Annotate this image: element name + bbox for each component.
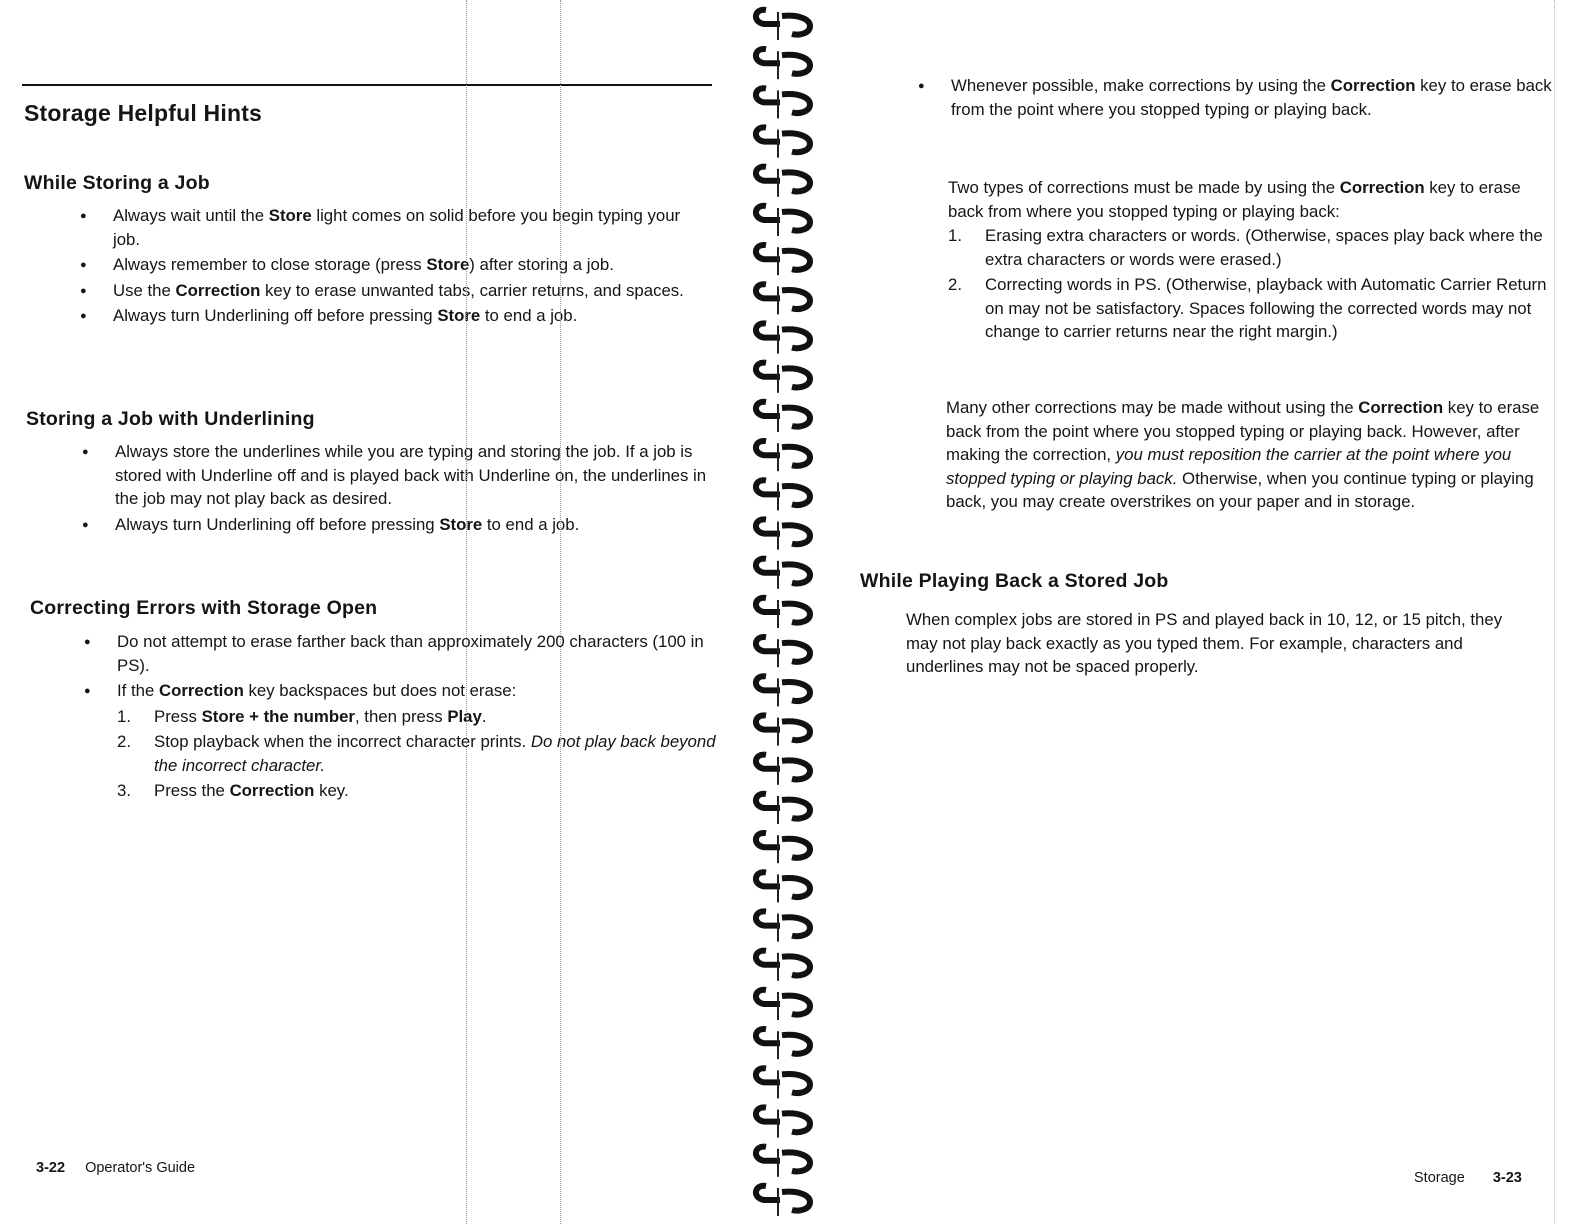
right-page [838, 0, 1578, 1224]
spiral-coils [740, 0, 830, 1224]
coil-loop [756, 1029, 810, 1059]
coil-loop [756, 755, 810, 785]
step-number: 2. [948, 275, 962, 294]
list-item: ● Always store the underlines while you are typing and storing the job. If a job is stored with Underline off and is played back with Underline on, the underlines in the job may not play back as desired. [82, 440, 710, 511]
page-number: 3-22 [36, 1160, 66, 1176]
list-item: ● Do not attempt to erase farther back than approximately 200 characters (100 in PS). [84, 630, 716, 677]
step-number: 3. [117, 781, 131, 800]
step-text: Correcting words in PS. (Otherwise, playback with Automatic Carrier Return on may not be satisfactory. Spaces following the corrected words may not change to carrier returns near the right margin.) [985, 275, 1547, 341]
left-page [0, 0, 730, 1224]
coil-loop [756, 794, 810, 824]
coil-loop [756, 10, 810, 40]
corrections-numbered-list [948, 224, 1562, 346]
step-number: 2. [117, 732, 131, 751]
coil-loop [756, 88, 810, 118]
coil-loop [756, 519, 810, 549]
corrections-paragraph: Two types of corrections must be made by using the Correction key to erase back from where you stopped typing or playing back: [948, 178, 1521, 221]
coil-loop [756, 951, 810, 981]
coil-loop [756, 206, 810, 236]
step-item [948, 273, 1562, 344]
step-text: Press Store + the number, then press Play. [154, 706, 487, 726]
page-title: Storage Helpful Hints [24, 100, 263, 126]
left-footer [36, 1160, 195, 1176]
coil-loop [756, 49, 810, 79]
coil-loop [756, 598, 810, 628]
scan-line [560, 0, 561, 1224]
coil-loop [756, 167, 810, 197]
storing-bullet-list [80, 204, 710, 330]
other-corrections-paragraph: Many other corrections may be made without using the Correction key to erase back from the point where you stopped typing or playing back. However, after making the correction, you must reposition the carrier at the point where you stopped typing or playing back. Otherwise, when you continue typing or playing back, you may create overstrikes on your paper and in storage. [946, 398, 1540, 511]
section-heading-underlining: Storing a Job with Underlining [26, 408, 315, 430]
step-item [117, 705, 716, 729]
page-number: 3-23 [1492, 1170, 1522, 1186]
correcting-bullet-list [84, 630, 716, 805]
coil-loop [756, 323, 810, 353]
step-item [117, 730, 716, 777]
coil-loop [756, 676, 810, 706]
coil-loop [756, 1147, 810, 1177]
coil-loop [756, 872, 810, 902]
coil-loop [756, 1107, 810, 1137]
step-text: Press the Correction key. [154, 781, 349, 800]
coil-loop [756, 1186, 810, 1216]
coil-loop [756, 911, 810, 941]
coil-loop [756, 990, 810, 1020]
section-heading-correcting: Correcting Errors with Storage Open [30, 597, 378, 619]
coil-loop [756, 715, 810, 745]
list-item: ● Always turn Underlining off before pressing Store to end a job. [80, 304, 710, 328]
coil-loop [756, 559, 810, 589]
coil-loop [756, 637, 810, 667]
coil-loop [756, 245, 810, 275]
right-footer [1414, 1170, 1522, 1186]
coil-loop [756, 363, 810, 393]
coil-loop [756, 1068, 810, 1098]
header-rule [22, 84, 712, 86]
playback-paragraph: When complex jobs are stored in PS and played back in 10, 12, or 15 pitch, they may not play back exactly as you typed them. For example, characters and underlines may not be spaced properly. [906, 610, 1503, 676]
coil-loop [756, 402, 810, 432]
step-item [117, 779, 716, 803]
coil-loop [756, 284, 810, 314]
scan-line [466, 0, 467, 1224]
coil-loop [756, 441, 810, 471]
underlining-bullet-list [82, 440, 710, 538]
step-text: Stop playback when the incorrect character prints. Do not play back beyond the incorrect character. [154, 732, 716, 775]
footer-label: Storage [1414, 1170, 1465, 1186]
coil-loop [756, 480, 810, 510]
coil-loop [756, 833, 810, 863]
list-item: ● Whenever possible, make corrections by using the Correction key to erase back from the point where you stopped typing or playing back. [918, 74, 1558, 121]
coil-loop [756, 127, 810, 157]
list-item [84, 679, 716, 803]
footer-label: Operator's Guide [85, 1160, 196, 1176]
section-heading-playing-back: While Playing Back a Stored Job [860, 570, 1169, 592]
correction-steps [117, 705, 716, 803]
step-item [948, 224, 1562, 271]
step-number: 1. [948, 226, 962, 245]
intro-bullet-list [918, 74, 1558, 123]
step-number: 1. [117, 706, 131, 726]
list-item: ● Always remember to close storage (press Store) after storing a job. [80, 253, 710, 277]
spiral-binding [740, 0, 830, 1224]
section-heading-storing: While Storing a Job [24, 172, 210, 194]
list-item: ● Always wait until the Store light comes on solid before you begin typing your job. [80, 204, 710, 251]
step-text: Erasing extra characters or words. (Otherwise, spaces play back where the extra characters or words were erased.) [985, 226, 1543, 269]
list-item: ● Use the Correction key to erase unwanted tabs, carrier returns, and spaces. [80, 279, 710, 303]
list-item: ● Always turn Underlining off before pressing Store to end a job. [82, 513, 710, 537]
list-item-text: If the Correction key backspaces but does not erase: [117, 681, 517, 700]
